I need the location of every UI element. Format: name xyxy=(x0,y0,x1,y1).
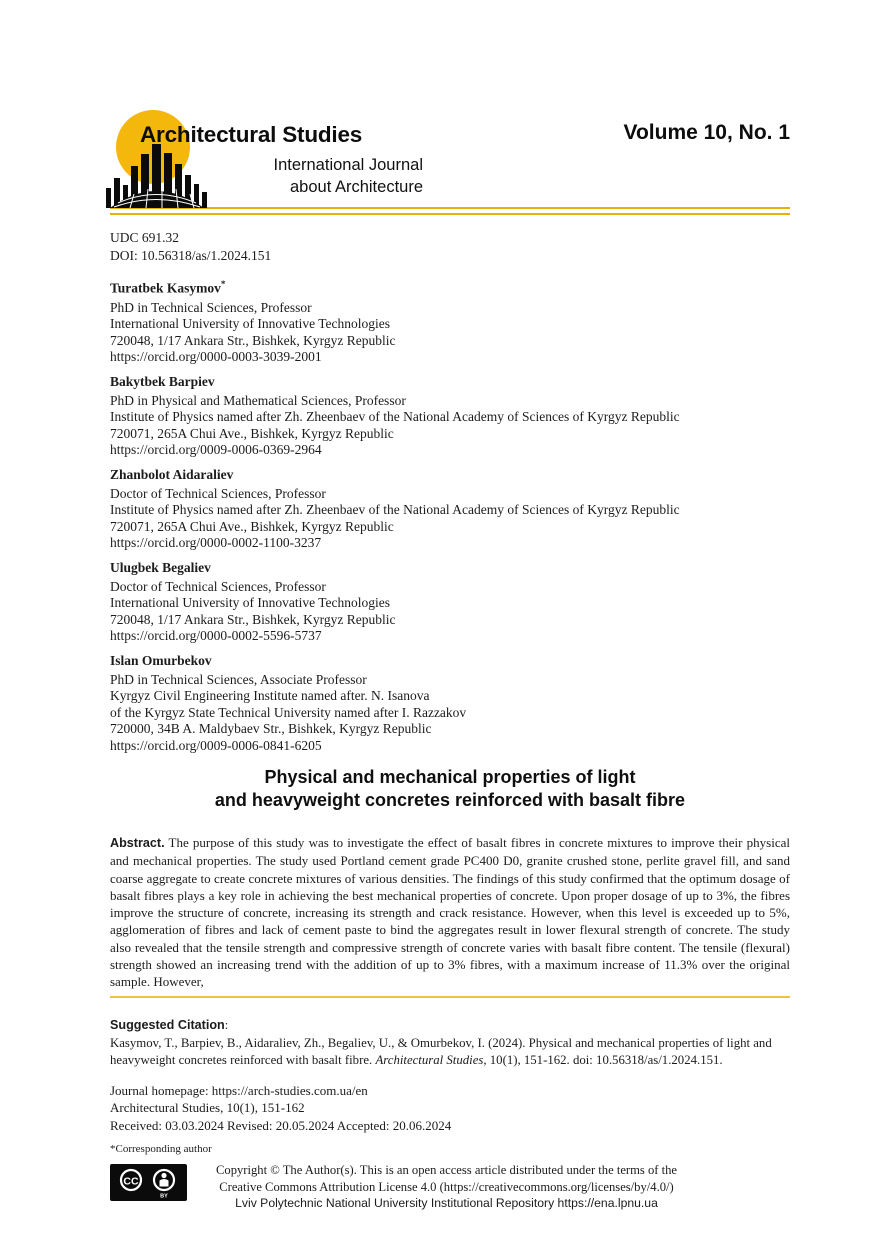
citation-part1: Kasymov, T., Barpiev, B., Aidaraliev, Zh., Begaliev, U., & Omurbekov, I. (2024). Physical and mechanical properties of light and heavyweight concretes reinforced with basalt fibre. xyxy=(110,1035,772,1067)
doi-number: DOI: 10.56318/as/1.2024.151 xyxy=(110,248,272,263)
author-block xyxy=(110,373,790,459)
author-degree: Doctor of Technical Sciences, Professor xyxy=(110,578,326,594)
license-section xyxy=(110,1162,790,1212)
license-line2: Creative Commons Attribution License 4.0 (https://creativecommons.org/licenses/by/4.0/) xyxy=(219,1179,674,1194)
author-orcid-link[interactable]: https://orcid.org/0000-0002-1100-3237 xyxy=(110,535,322,550)
license-text xyxy=(216,1162,677,1212)
author-address: 720048, 1/17 Ankara Str., Bishkek, Kyrgyz Republic xyxy=(110,332,396,348)
svg-text:CC: CC xyxy=(123,1175,139,1188)
author-degree: PhD in Technical Sciences, Associate Professor xyxy=(110,671,367,687)
author-block xyxy=(110,466,790,552)
journal-reference: Architectural Studies, 10(1), 151-162 xyxy=(110,1100,305,1116)
abstract-divider xyxy=(110,996,790,998)
author-name xyxy=(110,276,790,297)
journal-homepage-link[interactable]: Journal homepage: https://arch-studies.com.ua/en xyxy=(110,1082,368,1098)
citation-label xyxy=(110,1017,790,1033)
authors-section xyxy=(110,276,790,754)
author-orcid-link[interactable]: https://orcid.org/0000-0003-3039-2001 xyxy=(110,349,322,364)
author-orcid-link[interactable]: https://orcid.org/0000-0002-5596-5737 xyxy=(110,628,322,643)
cc-by-text: BY xyxy=(160,1193,168,1200)
author-address: 720071, 265A Chui Ave., Bishkek, Kyrgyz Republic xyxy=(110,425,394,441)
author-affiliation: of the Kyrgyz State Technical University named after I. Razzakov xyxy=(110,704,467,720)
article-meta xyxy=(110,229,790,265)
author-orcid-link[interactable]: https://orcid.org/0009-0006-0841-6205 xyxy=(110,737,322,753)
author-degree: Doctor of Technical Sciences, Professor xyxy=(110,485,326,501)
journal-header xyxy=(110,108,790,207)
author-affiliation: International University of Innovative Technologies xyxy=(110,595,390,610)
citation-text xyxy=(110,1035,790,1069)
journal-subtitle-line2: about Architecture xyxy=(290,178,423,196)
article-title-line1: Physical and mechanical properties of light xyxy=(264,767,636,787)
author-name: Bakytbek Barpiev xyxy=(110,373,215,389)
suggested-citation xyxy=(110,1017,790,1069)
article-title xyxy=(110,766,790,812)
author-name-text: Turatbek Kasymov xyxy=(110,280,221,296)
cc-by-license-icon[interactable] xyxy=(110,1164,187,1201)
citation-part2: , 10(1), 151-162. doi: 10.56318/as/1.2024.151. xyxy=(483,1052,723,1067)
abstract-paragraph xyxy=(110,834,790,991)
author-affiliation: Institute of Physics named after Zh. Zheenbaev of the National Academy of Sciences of Kyrgyz Republic xyxy=(110,409,680,424)
author-affiliation: International University of Innovative Technologies xyxy=(110,316,390,331)
author-address: 720000, 34B A. Maldybaev Str., Bishkek, Kyrgyz Republic xyxy=(110,721,432,736)
article-dates: Received: 03.03.2024 Revised: 20.05.2024 Accepted: 20.06.2024 xyxy=(110,1117,452,1133)
license-line1: Copyright © The Author(s). This is an open access article distributed under the terms of the xyxy=(216,1163,677,1178)
volume-label: Volume 10, No. 1 xyxy=(623,121,790,144)
author-orcid-link[interactable]: https://orcid.org/0009-0006-0369-2964 xyxy=(110,442,322,457)
author-block xyxy=(110,559,790,645)
journal-subtitle-line1: International Journal xyxy=(273,156,423,174)
author-name: Ulugbek Begaliev xyxy=(110,559,211,575)
author-degree: PhD in Physical and Mathematical Sciences, Professor xyxy=(110,392,406,408)
journal-logo xyxy=(104,108,434,207)
journal-name: Architectural Studies xyxy=(140,122,363,147)
article-title-line2: and heavyweight concretes reinforced with basalt fibre xyxy=(214,790,686,810)
author-address: 720071, 265A Chui Ave., Bishkek, Kyrgyz Republic xyxy=(110,518,394,534)
author-affiliation: Kyrgyz Civil Engineering Institute named after. N. Isanova xyxy=(110,688,430,703)
corresponding-author-mark: * xyxy=(220,279,226,289)
author-block xyxy=(110,276,790,366)
journal-subtitle xyxy=(170,154,423,198)
author-affiliation: Institute of Physics named after Zh. Zheenbaev of the National Academy of Sciences of Kyrgyz Republic xyxy=(110,502,680,517)
author-name: Islan Omurbekov xyxy=(110,652,212,668)
abstract-text: The purpose of this study was to investigate the effect of basalt fibres in concrete mixtures to improve their physical and mechanical properties. The study used Portland cement grade PC400 D0, granite crushed stone, perlite gravel fill, and sand coarse aggregate to create concrete mixtures of various densities. The findings of this study confirmed that the optimum dosage of basalt fibres plays a key role in achieving the best mechanical properties of concrete. Upon proper dosage of up to 3%, the fibres improve the structure of concrete, increasing its strength and crack resistance. However, when this level is exceeded up to 5%, agglomeration of fibres and lack of cement paste to bind the aggregates result in lower flexural strength of concrete. The study also revealed that the tensile strength and compressive strength of concrete varies with basalt fibre content. The tensile (flexural) strength showed an increasing trend with the addition of up to 3% fibres, with a maximum increase of 11.3% over the original sample. However, xyxy=(110,835,790,990)
author-address: 720048, 1/17 Ankara Str., Bishkek, Kyrgyz Republic xyxy=(110,611,396,627)
journal-footer-info xyxy=(110,1082,790,1135)
author-degree: PhD in Technical Sciences, Professor xyxy=(110,299,312,315)
license-line3: Lviv Polytechnic National University Institutional Repository https://ena.lpnu.ua xyxy=(235,1196,658,1211)
udc-number: UDC 691.32 xyxy=(110,230,180,245)
corresponding-author-note: *Corresponding author xyxy=(110,1143,212,1156)
citation-label-text: Suggested Citation xyxy=(110,1017,225,1032)
citation-journal-name: Architectural Studies xyxy=(375,1052,484,1067)
author-name: Zhanbolot Aidaraliev xyxy=(110,466,234,482)
abstract-label: Abstract. xyxy=(110,836,165,850)
author-block xyxy=(110,652,790,755)
citation-colon: : xyxy=(224,1017,229,1032)
